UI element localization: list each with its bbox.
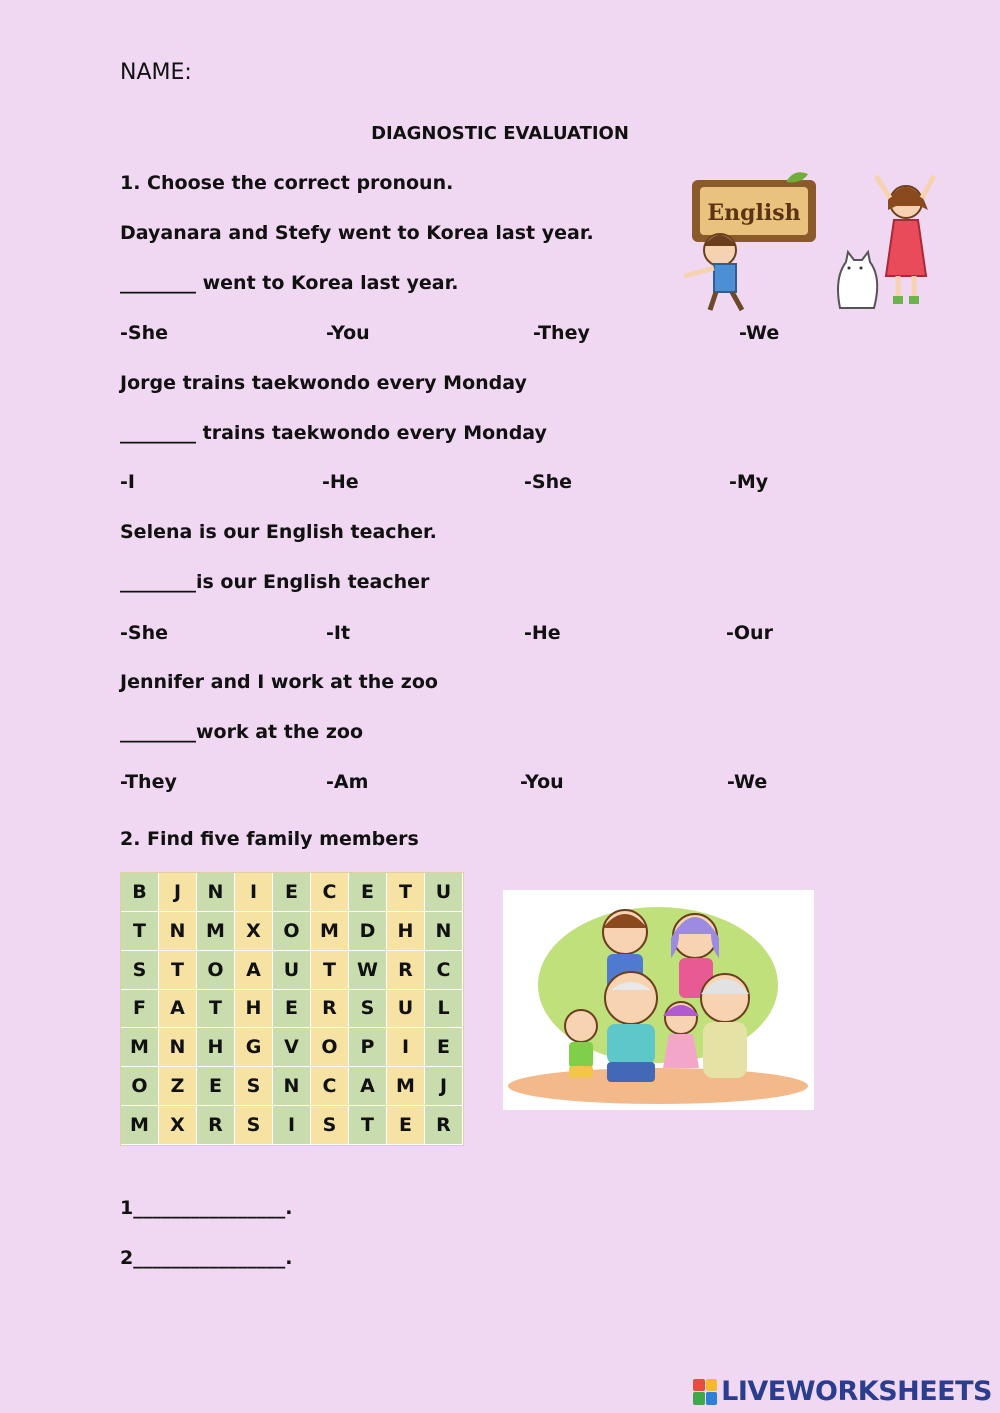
- question-blank: ________work at the zoo: [120, 721, 364, 743]
- word-search-cell[interactable]: M: [121, 1106, 159, 1145]
- word-search-cell[interactable]: L: [425, 990, 463, 1029]
- word-search-cell[interactable]: F: [121, 990, 159, 1029]
- word-search-cell[interactable]: P: [349, 1028, 387, 1067]
- word-search-cell[interactable]: S: [311, 1106, 349, 1145]
- word-search-cell[interactable]: A: [349, 1067, 387, 1106]
- option[interactable]: -She: [524, 471, 572, 493]
- logo-icon: [693, 1379, 717, 1405]
- word-search-cell[interactable]: N: [273, 1067, 311, 1106]
- word-search-cell[interactable]: T: [387, 873, 425, 912]
- word-search-cell[interactable]: R: [311, 990, 349, 1029]
- word-search-cell[interactable]: E: [425, 1028, 463, 1067]
- option[interactable]: -You: [326, 322, 370, 344]
- section2-heading: 2. Find five family members: [120, 828, 419, 850]
- word-search-cell[interactable]: E: [197, 1067, 235, 1106]
- word-search-cell[interactable]: S: [235, 1106, 273, 1145]
- word-search-cell[interactable]: H: [235, 990, 273, 1029]
- word-search-cell[interactable]: U: [273, 951, 311, 990]
- question-sentence: Dayanara and Stefy went to Korea last year.: [120, 222, 594, 244]
- word-search-cell[interactable]: X: [159, 1106, 197, 1145]
- section1-heading: 1. Choose the correct pronoun.: [120, 172, 454, 194]
- word-search-cell[interactable]: X: [235, 912, 273, 951]
- question-sentence: Jennifer and I work at the zoo: [120, 671, 438, 693]
- word-search-cell[interactable]: R: [425, 1106, 463, 1145]
- word-search-cell[interactable]: U: [387, 990, 425, 1029]
- word-search-cell[interactable]: T: [159, 951, 197, 990]
- word-search-cell[interactable]: O: [197, 951, 235, 990]
- answer-line[interactable]: 1________________.: [120, 1197, 293, 1219]
- word-search-cell[interactable]: I: [387, 1028, 425, 1067]
- word-search-cell[interactable]: D: [349, 912, 387, 951]
- word-search-cell[interactable]: T: [349, 1106, 387, 1145]
- word-search-cell[interactable]: O: [121, 1067, 159, 1106]
- word-search-cell[interactable]: O: [311, 1028, 349, 1067]
- question-sentence: Jorge trains taekwondo every Monday: [120, 372, 527, 394]
- word-search-cell[interactable]: N: [197, 873, 235, 912]
- word-search-cell[interactable]: A: [235, 951, 273, 990]
- word-search-cell[interactable]: I: [235, 873, 273, 912]
- word-search-cell[interactable]: S: [235, 1067, 273, 1106]
- word-search-cell[interactable]: U: [425, 873, 463, 912]
- word-search-cell[interactable]: M: [387, 1067, 425, 1106]
- word-search-cell[interactable]: T: [121, 912, 159, 951]
- option[interactable]: -They: [533, 322, 590, 344]
- word-search-cell[interactable]: Z: [159, 1067, 197, 1106]
- word-search-cell[interactable]: B: [121, 873, 159, 912]
- word-search-cell[interactable]: R: [387, 951, 425, 990]
- option[interactable]: -Our: [726, 622, 773, 644]
- word-search-cell[interactable]: A: [159, 990, 197, 1029]
- word-search-cell[interactable]: C: [425, 951, 463, 990]
- word-search-cell[interactable]: N: [159, 1028, 197, 1067]
- option[interactable]: -He: [524, 622, 561, 644]
- word-search-cell[interactable]: J: [159, 873, 197, 912]
- question-blank: ________ trains taekwondo every Monday: [120, 422, 547, 444]
- word-search-cell[interactable]: H: [387, 912, 425, 951]
- option[interactable]: -They: [120, 771, 177, 793]
- word-search-cell[interactable]: S: [349, 990, 387, 1029]
- word-search-cell[interactable]: T: [197, 990, 235, 1029]
- word-search-cell[interactable]: V: [273, 1028, 311, 1067]
- liveworksheets-logo: [693, 1376, 992, 1407]
- option[interactable]: -She: [120, 322, 168, 344]
- question-blank: ________is our English teacher: [120, 571, 430, 593]
- page-title: DIAGNOSTIC EVALUATION: [371, 123, 629, 144]
- english-kids-illustration: [668, 168, 938, 316]
- word-search-cell[interactable]: M: [311, 912, 349, 951]
- word-search-cell[interactable]: E: [387, 1106, 425, 1145]
- word-search-cell[interactable]: C: [311, 873, 349, 912]
- word-search-cell[interactable]: I: [273, 1106, 311, 1145]
- word-search-cell[interactable]: T: [311, 951, 349, 990]
- word-search-cell[interactable]: J: [425, 1067, 463, 1106]
- word-search-cell[interactable]: E: [349, 873, 387, 912]
- question-sentence: Selena is our English teacher.: [120, 521, 437, 543]
- name-label: NAME:: [120, 60, 192, 85]
- option[interactable]: -I: [120, 471, 135, 493]
- sign-label: English: [707, 200, 801, 226]
- word-search-cell[interactable]: E: [273, 990, 311, 1029]
- answer-line[interactable]: 2________________.: [120, 1247, 293, 1269]
- option[interactable]: -He: [322, 471, 359, 493]
- word-search-cell[interactable]: E: [273, 873, 311, 912]
- question-blank: ________ went to Korea last year.: [120, 272, 459, 294]
- word-search-cell[interactable]: S: [121, 951, 159, 990]
- option[interactable]: -You: [520, 771, 564, 793]
- word-search-cell[interactable]: N: [425, 912, 463, 951]
- word-search-cell[interactable]: G: [235, 1028, 273, 1067]
- word-search-cell[interactable]: N: [159, 912, 197, 951]
- option[interactable]: -It: [326, 622, 351, 644]
- word-search-cell[interactable]: H: [197, 1028, 235, 1067]
- option[interactable]: -We: [727, 771, 768, 793]
- word-search-cell[interactable]: M: [197, 912, 235, 951]
- option[interactable]: -We: [739, 322, 780, 344]
- family-illustration: [503, 890, 814, 1110]
- word-search-cell[interactable]: M: [121, 1028, 159, 1067]
- word-search-cell[interactable]: O: [273, 912, 311, 951]
- word-search-cell[interactable]: C: [311, 1067, 349, 1106]
- option[interactable]: -She: [120, 622, 168, 644]
- option[interactable]: -My: [729, 471, 769, 493]
- option[interactable]: -Am: [326, 771, 369, 793]
- word-search-grid: [120, 872, 464, 1146]
- word-search-cell[interactable]: R: [197, 1106, 235, 1145]
- word-search-cell[interactable]: W: [349, 951, 387, 990]
- logo-text: LIVEWORKSHEETS: [721, 1376, 992, 1407]
